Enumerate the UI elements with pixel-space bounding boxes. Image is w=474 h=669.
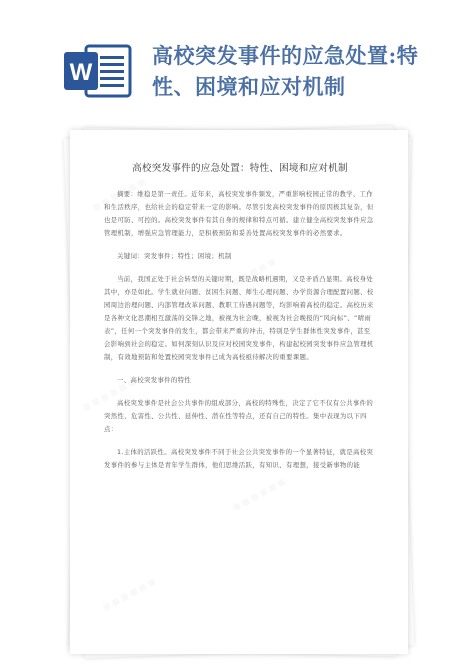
watermark: ▦ ▦ ▦ ▦ ▦ ▦ ▦ ▦ ▦ ▦ ▦ ▦ ▦ ▦ ▦ ▦ ▦ ▦ ▦ ▦ ▦ ▦ ▦ ▦ ▦ ▦ ▦ ▦ ▦ ▦ — [81, 176, 287, 613]
point-paragraph: 1.主体的活跃性。高校突发事件不同于社会公共突发事件的一个显著特征，就是高校突发事件的参与主体是青年学生群体，他们思维活跃，有知识、有理想，接受新事物的能 — [104, 448, 374, 469]
document-title: 高校突发事件的应急处置：特性、困境和应对机制 — [132, 163, 348, 174]
section-heading: 一、高校突发事件的特性 — [117, 376, 192, 384]
word-document-icon — [64, 42, 134, 100]
word-letter: W — [69, 59, 93, 86]
section-paragraph: 高校突发事件是社会公共事件的组成部分，高校的特殊性，决定了它不仅有公共事件的突然性、危害性、公共性、延伸性、潜在性等特点，还有自己的特性。集中表现为以下四点： — [104, 399, 374, 433]
abstract-paragraph: 摘要：维稳是第一责任。近年来，高校突发事件频发，严重影响校园正常的教学、工作和生活秩序，也给社会的稳定带来一定的影响。尽管引发高校突发事件的原因极其复杂，但也是可防、可控的。高校突发事件有其自身的规律和特点可循。建立健全高校突发事件应急管理机制，增强应急管理能力，是积极预防和妥善处置高校突发事件的必然要求。 — [104, 190, 374, 237]
header — [0, 0, 474, 128]
document-body — [104, 160, 376, 482]
document-page — [70, 130, 408, 654]
intro-paragraph: 当前，我国正处于社会转型的关键时期，既是战略机遇期，又是矛盾凸显期。高校身处其中，亦是如此。学生就业问题、贫困生问题、师生心理问题、办学资源合理配置问题、校园周边治理问题、内部管理改革问题、教职工待遇问题等，均影响着高校的稳定。高校历来是各种文化思潮相互激荡的交锋之地，被视为社会晚，被视为社会晚报的“风向标”、“晴雨表”，任何一个突发事件的发生，都会带来严重的冲击，特别是学生群体性突发事件，甚至会影响到社会的稳定。如何深刻认识及应对校园突发事件，构建起校园突发事件应急管理机制，有效地预防和处置校园突发事件已成为高校亟待解决的重要课题。 — [104, 275, 374, 361]
keywords-paragraph: 关键词：突发事件；特性；困境；机制 — [117, 252, 232, 260]
page-title: 高校突发事件的应急处置:特性、困境和应对机制 — [152, 43, 419, 99]
